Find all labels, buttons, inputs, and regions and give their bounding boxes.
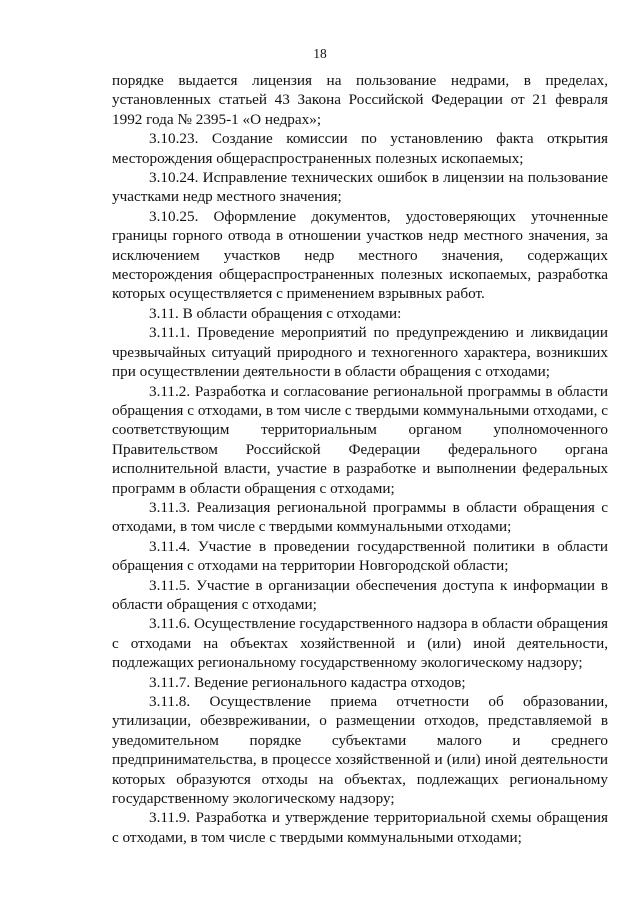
paragraph-3-11-9: 3.11.9. Разработка и утверждение территориальной схемы обращения с отходами, в том числе с твердыми коммунальными отходами; [112,809,608,846]
page-number: 18 [313,46,327,61]
paragraph-3-11-8: 3.11.8. Осуществление приема отчетности об образовании, утилизации, обезвреживании, о размещении отходов, представляемой в уведомительном порядке субъектами малого и среднего предпринимательства, в процессе хозяйственной и (или) иной деятельности которых образуются отходы на объектах, подлежащих региональному государственному экологическому надзору; [112,693,608,808]
paragraph-3-11-3: 3.11.3. Реализация региональной программы в области обращения с отходами, в том числе с твердыми коммунальными отходами; [112,498,608,536]
paragraph-3-10-24: 3.10.24. Исправление технических ошибок в лицензии на пользование участками недр местного значения; [112,169,608,206]
paragraph-3-11-5: 3.11.5. Участие в организации обеспечения доступа к информации в области обращения с отходами; [112,576,608,613]
paragraph-3-11-6: 3.11.6. Осуществление государственного надзора в области обращения с отходами на объектах хозяйственной и (или) иной деятельности, подлежащих региональному государственному экологическому надзору; [112,615,609,672]
paragraph-3-10-23: 3.10.23. Создание комиссии по установлению факта открытия месторождения общераспространенных полезных ископаемых; [112,130,608,167]
paragraph-3-11-7: 3.11.7. Ведение регионального кадастра отходов; [149,673,466,691]
paragraph-3-10-25: 3.10.25. Оформление документов, удостоверяющих уточненные границы горного отвода в отношении участков недр местного значения, за исключением участков недр местного значения, содержащих месторождения общераспространенных полезных ископаемых, разработка которых осуществляется с применением взрывных работ. [112,207,608,303]
paragraph-3-11-4: 3.11.4. Участие в проведении государственной политики в области обращения с отходами на территории Новгородской области; [112,537,608,575]
section-heading-3-11: 3.11. В области обращения с отходами: [149,304,402,322]
paragraph-continuation: порядке выдается лицензия на пользование недрами, в пределах, установленных статьей 43 Закона Российской Федерации от 21 февраля 1992 года № 2395-1 «О недрах»; [112,72,608,128]
document-body [112,71,608,847]
paragraph-3-11-2: 3.11.2. Разработка и согласование региональной программы в области обращения с отходами, в том числе с твердыми коммунальными отходами, с соответствующим территориальным органом уполномоченного Правительством Российской Федерации федерального органа исполнительной власти, участие в разработке и выполнении федеральных программ в области обращения с отходами; [112,382,608,497]
paragraph-3-11-1: 3.11.1. Проведение мероприятий по предупреждению и ликвидации чрезвычайных ситуаций природного и техногенного характера, возникших при осуществлении деятельности в области обращения с отходами; [112,324,608,381]
